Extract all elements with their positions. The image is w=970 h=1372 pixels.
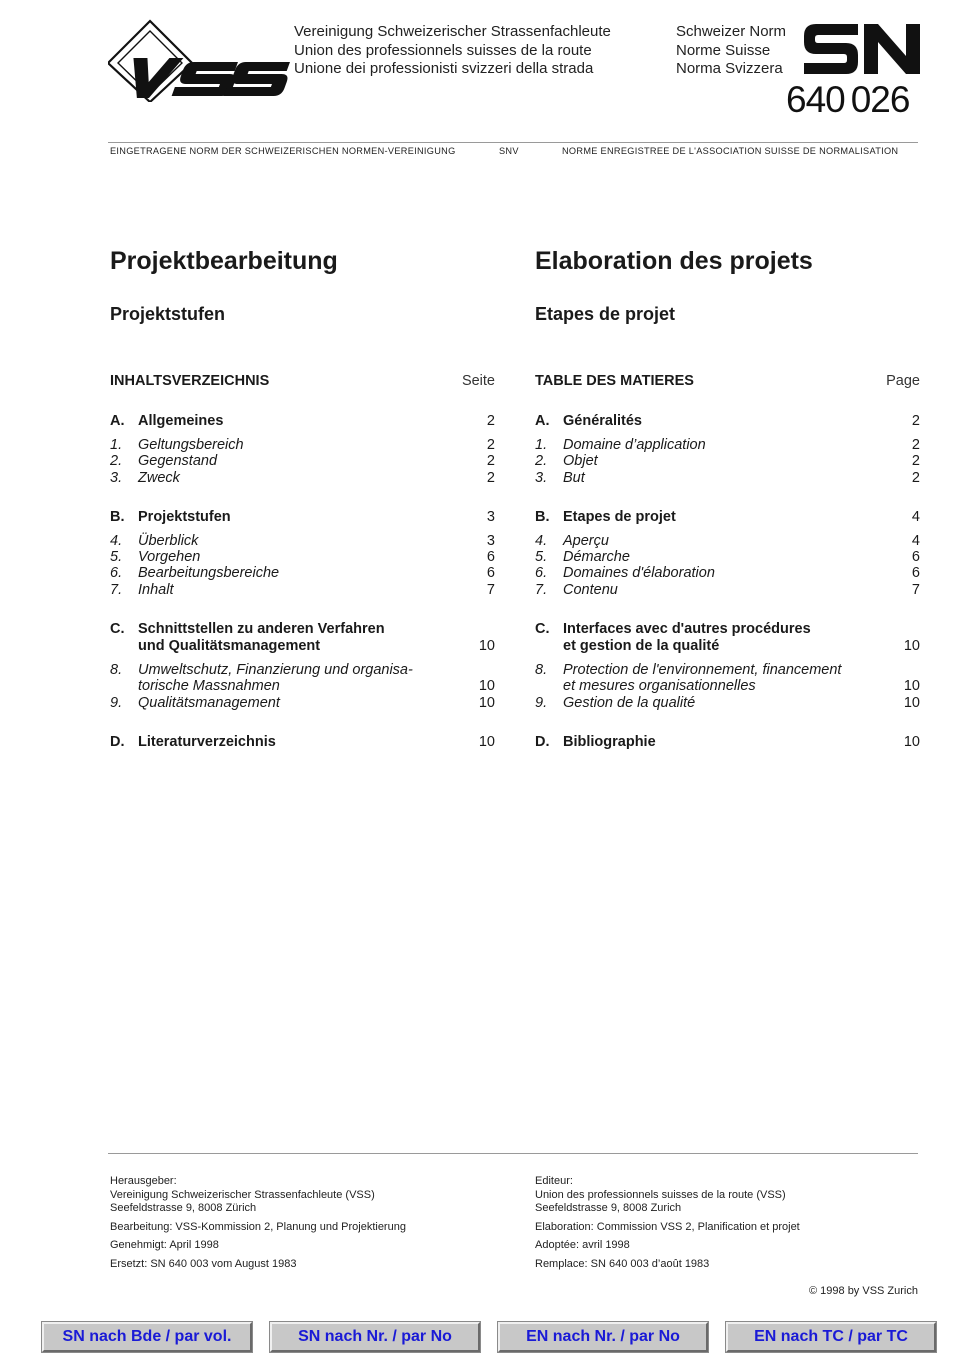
section-title: Allgemeines bbox=[138, 413, 224, 429]
sn-mark-logo bbox=[802, 24, 920, 74]
nav-en-by-number-button[interactable]: EN nach Nr. / par No bbox=[498, 1322, 708, 1352]
toc-section-row bbox=[535, 509, 920, 526]
publisher-block-de bbox=[110, 1175, 500, 1272]
item-page: 4 bbox=[911, 532, 920, 549]
item-page: 2 bbox=[486, 437, 495, 453]
section-letter: D. bbox=[535, 733, 550, 750]
toc-page-label-fr: Page bbox=[886, 373, 920, 389]
item-title: Domaines d'élaboration bbox=[563, 565, 715, 582]
toc-section-row bbox=[110, 413, 495, 430]
nav-sn-by-volume-button[interactable]: SN nach Bde / par vol. bbox=[42, 1322, 252, 1352]
page-title-de: Projektbearbeitung bbox=[110, 247, 338, 275]
item-page: 2 bbox=[486, 469, 495, 486]
item-title: Aperçu bbox=[563, 532, 609, 549]
section-page: 10 bbox=[478, 638, 495, 655]
item-title: Vorgehen bbox=[138, 549, 201, 566]
section-page: 4 bbox=[911, 508, 920, 525]
publisher-address: Seefeldstrasse 9, 8008 Zurich bbox=[535, 1202, 682, 1215]
norm-label-it: Norma Svizzera bbox=[676, 60, 783, 77]
item-number: 9. bbox=[535, 694, 548, 711]
item-page: 6 bbox=[486, 549, 495, 566]
toc-heading-de: INHALTSVERZEICHNIS bbox=[110, 373, 270, 389]
toc-item bbox=[110, 582, 495, 598]
item-number: 4. bbox=[535, 532, 548, 549]
section-title: Interfaces avec d'autres procédures et gestion de la qualité bbox=[563, 621, 811, 655]
toc-item bbox=[110, 533, 495, 549]
registration-snv: SNV bbox=[499, 146, 519, 156]
toc-section-row bbox=[535, 621, 920, 655]
norm-label-de: Schweizer Norm bbox=[676, 23, 787, 40]
section-letter: A. bbox=[535, 413, 550, 429]
toc-item bbox=[110, 437, 495, 453]
item-page: 10 bbox=[903, 694, 920, 711]
publisher-address: Seefeldstrasse 9, 8008 Zürich bbox=[110, 1202, 257, 1215]
toc-section-b-fr bbox=[535, 509, 920, 598]
item-title: Bearbeitungsbereiche bbox=[138, 565, 280, 582]
item-number: 7. bbox=[535, 581, 548, 598]
item-title: Inhalt bbox=[138, 581, 174, 598]
section-title: Projektstufen bbox=[138, 508, 231, 525]
item-number: 6. bbox=[535, 565, 548, 582]
association-names bbox=[294, 23, 611, 79]
toc-item bbox=[535, 695, 920, 711]
toc-section-d-fr bbox=[535, 734, 920, 751]
publisher-editing: Elaboration: Commission VSS 2, Planification et projet bbox=[535, 1220, 800, 1233]
toc-item bbox=[535, 565, 920, 581]
toc-section-b-de bbox=[110, 509, 495, 598]
toc-page-label-de: Seite bbox=[461, 373, 495, 389]
item-page: 2 bbox=[911, 469, 920, 486]
document-number-part-1: 640 bbox=[786, 79, 845, 120]
item-title: Gestion de la qualité bbox=[563, 694, 696, 711]
toc-section-row bbox=[535, 734, 920, 751]
registration-de: EINGETRAGENE NORM DER SCHWEIZERISCHEN NORMEN-VEREINIGUNG bbox=[110, 146, 456, 156]
item-number: 1. bbox=[110, 437, 123, 453]
toc-de bbox=[110, 372, 495, 751]
vss-logo bbox=[108, 18, 290, 102]
toc-section-row bbox=[535, 413, 920, 430]
toc-item bbox=[535, 582, 920, 598]
association-name-fr: Union des professionnels suisses de la route bbox=[294, 41, 592, 59]
item-page: 10 bbox=[903, 678, 920, 695]
section-letter: C. bbox=[535, 621, 550, 638]
toc-item bbox=[535, 453, 920, 469]
item-number: 7. bbox=[110, 581, 123, 598]
section-letter: B. bbox=[110, 508, 125, 525]
publisher-approved: Genehmigt: April 1998 bbox=[110, 1239, 219, 1252]
item-page: 10 bbox=[478, 678, 495, 695]
item-page: 10 bbox=[478, 694, 495, 711]
association-name-it: Unione dei professionisti svizzeri della strada bbox=[294, 60, 594, 77]
item-page: 6 bbox=[486, 565, 495, 582]
publisher-block-fr bbox=[535, 1175, 925, 1272]
item-page: 7 bbox=[911, 581, 920, 598]
section-page: 2 bbox=[911, 413, 920, 429]
section-page: 10 bbox=[903, 638, 920, 655]
item-number: 5. bbox=[535, 549, 548, 566]
item-title: Protection de l'environnement, financement et mesures organisationnelles bbox=[563, 662, 842, 695]
header-divider bbox=[108, 142, 918, 143]
section-page: 2 bbox=[486, 413, 495, 429]
item-number: 6. bbox=[110, 565, 123, 582]
document-number bbox=[786, 79, 909, 121]
toc-item bbox=[535, 470, 920, 486]
publisher-approved: Adoptée: avril 1998 bbox=[535, 1239, 630, 1252]
item-title: Umweltschutz, Finanzierung und organisa- torische Massnahmen bbox=[138, 662, 413, 695]
item-page: 3 bbox=[486, 532, 495, 549]
item-number: 2. bbox=[110, 453, 123, 470]
item-title: Gegenstand bbox=[138, 453, 218, 470]
toc-section-d-de bbox=[110, 734, 495, 751]
norm-labels bbox=[676, 23, 786, 79]
toc-section-row bbox=[110, 621, 495, 655]
section-title: Bibliographie bbox=[563, 733, 656, 750]
toc-header-de bbox=[110, 372, 495, 390]
section-title: Literaturverzeichnis bbox=[138, 733, 276, 750]
toc-item bbox=[535, 662, 920, 695]
item-title: Qualitätsmanagement bbox=[138, 694, 280, 711]
section-letter: D. bbox=[110, 733, 125, 750]
publisher-editing: Bearbeitung: VSS-Kommission 2, Planung und Projektierung bbox=[110, 1220, 406, 1233]
publisher-org: Vereinigung Schweizerischer Strassenfachleute (VSS) bbox=[110, 1188, 375, 1201]
item-number: 8. bbox=[110, 662, 123, 679]
toc-fr bbox=[535, 372, 920, 751]
nav-en-by-tc-button[interactable]: EN nach TC / par TC bbox=[726, 1322, 936, 1352]
item-number: 2. bbox=[535, 453, 548, 470]
toc-item bbox=[110, 549, 495, 565]
item-page: 6 bbox=[911, 565, 920, 582]
document-number-part-2: 026 bbox=[850, 79, 910, 120]
section-title: Schnittstellen zu anderen Verfahren und Qualitätsmanagement bbox=[138, 621, 385, 655]
footer-divider bbox=[108, 1153, 918, 1154]
toc-item bbox=[535, 437, 920, 453]
toc-section-row bbox=[110, 509, 495, 526]
toc-section-a-de bbox=[110, 413, 495, 486]
toc-item bbox=[110, 470, 495, 486]
toc-section-c-fr bbox=[535, 621, 920, 711]
publisher-label: Editeur: bbox=[535, 1175, 573, 1187]
toc-item bbox=[535, 549, 920, 565]
item-title: Objet bbox=[563, 453, 598, 470]
item-title: Domaine d’application bbox=[563, 437, 706, 453]
toc-item bbox=[535, 533, 920, 549]
item-page: 2 bbox=[486, 453, 495, 470]
page-subtitle-fr: Etapes de projet bbox=[535, 304, 676, 324]
item-number: 4. bbox=[110, 532, 123, 549]
section-letter: B. bbox=[535, 508, 550, 525]
item-number: 8. bbox=[535, 662, 548, 679]
association-name-de: Vereinigung Schweizerischer Strassenfachleute bbox=[294, 23, 611, 40]
toc-item bbox=[110, 453, 495, 469]
item-page: 7 bbox=[486, 581, 495, 598]
item-number: 3. bbox=[110, 469, 123, 486]
toc-heading-fr: TABLE DES MATIERES bbox=[535, 373, 694, 389]
toc-item bbox=[110, 565, 495, 581]
toc-section-c-de bbox=[110, 621, 495, 711]
registration-fr: NORME ENREGISTREE DE L'ASSOCIATION SUISSE DE NORMALISATION bbox=[562, 146, 899, 156]
item-title: Geltungsbereich bbox=[138, 437, 244, 453]
item-number: 5. bbox=[110, 549, 123, 566]
section-title: Etapes de projet bbox=[563, 508, 676, 525]
item-title: Überblick bbox=[138, 532, 199, 549]
item-title: But bbox=[563, 469, 585, 486]
section-page: 10 bbox=[478, 733, 495, 750]
toc-item bbox=[110, 695, 495, 711]
toc-section-a-fr bbox=[535, 413, 920, 486]
publisher-label: Herausgeber: bbox=[110, 1175, 177, 1187]
nav-sn-by-number-button[interactable]: SN nach Nr. / par No bbox=[270, 1322, 480, 1352]
section-title: Généralités bbox=[563, 413, 642, 429]
item-number: 9. bbox=[110, 694, 123, 711]
section-letter: C. bbox=[110, 621, 125, 638]
toc-header-fr bbox=[535, 372, 920, 390]
section-page: 10 bbox=[903, 733, 920, 750]
item-page: 2 bbox=[911, 437, 920, 453]
item-page: 2 bbox=[911, 453, 920, 470]
publisher-replaces: Remplace: SN 640 003 d’août 1983 bbox=[535, 1257, 710, 1270]
item-title: Démarche bbox=[563, 549, 630, 566]
toc-item bbox=[110, 662, 495, 695]
page-title-fr: Elaboration des projets bbox=[535, 247, 813, 275]
item-number: 3. bbox=[535, 469, 548, 486]
page-subtitle-de: Projektstufen bbox=[110, 304, 226, 324]
item-title: Zweck bbox=[138, 469, 180, 486]
item-page: 6 bbox=[911, 549, 920, 566]
copyright-notice: © 1998 by VSS Zurich bbox=[809, 1285, 918, 1297]
toc-section-row bbox=[110, 734, 495, 751]
section-letter: A. bbox=[110, 413, 125, 429]
norm-label-fr: Norme Suisse bbox=[676, 41, 771, 59]
item-title: Contenu bbox=[563, 581, 618, 598]
publisher-replaces: Ersetzt: SN 640 003 vom August 1983 bbox=[110, 1257, 297, 1270]
item-number: 1. bbox=[535, 437, 548, 453]
publisher-org: Union des professionnels suisses de la route (VSS) bbox=[535, 1188, 786, 1201]
section-page: 3 bbox=[486, 508, 495, 525]
